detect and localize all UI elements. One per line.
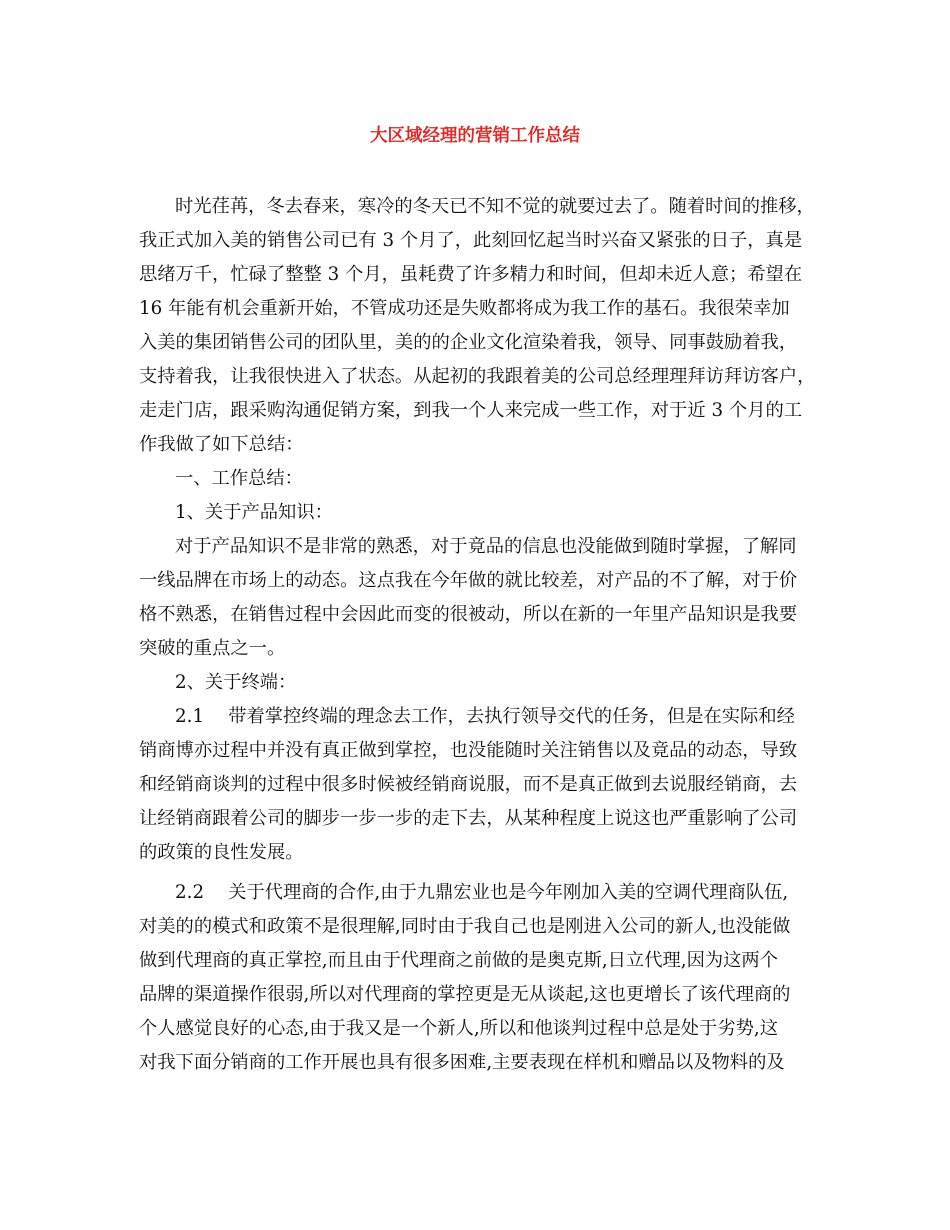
- body-line: 格不熟悉，在销售过程中会因此而变的很被动，所以在新的一年里产品知识是我要: [139, 604, 798, 625]
- body-line: 时光荏苒，冬去春来，寒冷的冬天已不知不觉的就要过去了。随着时间的推移，: [175, 196, 815, 217]
- body-line: 2.1 带着掌控终端的理念去工作，去执行领导交代的任务，但是在实际和经: [175, 706, 795, 727]
- body-line: 突破的重点之一。: [139, 638, 286, 659]
- section-heading: 一、工作总结：: [175, 468, 303, 489]
- body-line: 做到代理商的真正掌控,而且由于代理商之前做的是奥克斯,日立代理,因为这两个: [139, 950, 778, 971]
- body-line: 一线品牌在市场上的动态。这点我在今年做的就比较差，对产品的不了解，对于价: [139, 570, 798, 591]
- body-line: 我正式加入美的销售公司已有 3 个月了，此刻回忆起当时兴奋又紧张的日子，真是: [139, 230, 803, 251]
- body-line: 支持着我，让我很快进入了状态。从起初的我跟着美的公司总经理理拜访拜访客户，: [139, 366, 816, 387]
- body-line: 销商博亦过程中并没有真正做到掌控，也没能随时关注销售以及竟品的动态，导致: [139, 740, 798, 761]
- body-line: 品牌的渠道操作很弱,所以对代理商的掌控更是无从谈起,这也更增长了该代理商的: [139, 984, 791, 1005]
- subsection-heading: 1、关于产品知识：: [175, 502, 333, 523]
- body-line: 走走门店，跟采购沟通促销方案，到我一个人来完成一些工作，对于近 3 个月的工: [139, 400, 803, 421]
- body-line: 对我下面分销商的工作开展也具有很多困难,主要表现在样机和赠品以及物料的及: [139, 1052, 785, 1073]
- body-line: 对美的的模式和政策不是很理解,同时由于我自己也是刚进入公司的新人,也没能做: [139, 916, 791, 937]
- body-line: 对于产品知识不是非常的熟悉，对于竟品的信息也没能做到随时掌握，了解同: [175, 536, 797, 557]
- body-line: 入美的集团销售公司的团队里，美的的企业文化渲染着我，领导、同事鼓励着我，: [139, 332, 798, 353]
- body-line: 16 年能有机会重新开始，不管成功还是失败都将成为我工作的基石。我很荣幸加: [139, 298, 790, 319]
- document-title: 大区域经理的营销工作总结: [370, 126, 580, 146]
- body-line: 思绪万千，忙碌了整整 3 个月，虽耗费了许多精力和时间，但却未近人意；希望在: [139, 264, 803, 285]
- body-line: 2.2 关于代理商的合作,由于九鼎宏业也是今年刚加入美的空调代理商队伍,: [175, 882, 789, 903]
- body-line: 个人感觉良好的心态,由于我又是一个新人,所以和他谈判过程中总是处于劣势,这: [139, 1018, 778, 1039]
- subsection-heading: 2、关于终端：: [175, 672, 297, 693]
- body-line: 的政策的良性发展。: [139, 842, 304, 863]
- body-line: 和经销商谈判的过程中很多时候被经销商说服，而不是真正做到去说服经销商，去: [139, 774, 798, 795]
- body-line: 让经销商跟着公司的脚步一步一步的走下去，从某种程度上说这也严重影响了公司: [139, 808, 798, 829]
- body-line: 作我做了如下总结：: [139, 434, 304, 455]
